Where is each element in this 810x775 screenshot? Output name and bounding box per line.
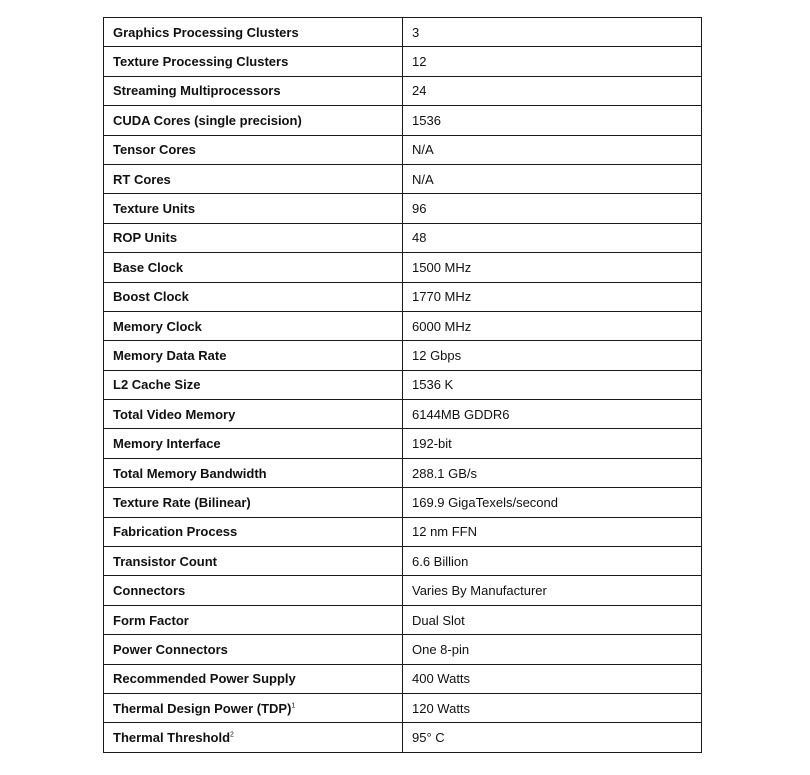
- spec-label: ROP Units: [104, 223, 403, 252]
- table-row: [104, 693, 702, 722]
- spec-value: 120 Watts: [403, 693, 702, 722]
- spec-value: Varies By Manufacturer: [403, 576, 702, 605]
- table-row: [104, 18, 702, 47]
- spec-label: Streaming Multiprocessors: [104, 76, 403, 105]
- spec-label: Memory Interface: [104, 429, 403, 458]
- table-row: [104, 47, 702, 76]
- table-row: [104, 429, 702, 458]
- table-row: [104, 547, 702, 576]
- spec-value: N/A: [403, 135, 702, 164]
- spec-label: Texture Processing Clusters: [104, 47, 403, 76]
- table-row: [104, 311, 702, 340]
- spec-label: Texture Units: [104, 194, 403, 223]
- spec-value: 96: [403, 194, 702, 223]
- table-row: [104, 370, 702, 399]
- spec-value: 12 nm FFN: [403, 517, 702, 546]
- spec-value: 48: [403, 223, 702, 252]
- table-row: [104, 605, 702, 634]
- spec-label: Transistor Count: [104, 547, 403, 576]
- table-row: [104, 223, 702, 252]
- spec-value: 1536: [403, 106, 702, 135]
- spec-label: Boost Clock: [104, 282, 403, 311]
- spec-value: 6.6 Billion: [403, 547, 702, 576]
- spec-label: Connectors: [104, 576, 403, 605]
- table-row: [104, 194, 702, 223]
- spec-value: 400 Watts: [403, 664, 702, 693]
- table-row: [104, 135, 702, 164]
- spec-label: Thermal Threshold$^2$: [104, 723, 403, 752]
- spec-label: Total Memory Bandwidth: [104, 458, 403, 487]
- spec-label: Base Clock: [104, 253, 403, 282]
- table-row: [104, 488, 702, 517]
- spec-label: RT Cores: [104, 164, 403, 193]
- spec-value: N/A: [403, 164, 702, 193]
- spec-value: 24: [403, 76, 702, 105]
- spec-value: 3: [403, 18, 702, 47]
- spec-value: 288.1 GB/s: [403, 458, 702, 487]
- spec-label: Texture Rate (Bilinear): [104, 488, 403, 517]
- spec-label: CUDA Cores (single precision): [104, 106, 403, 135]
- specifications-table-body: [104, 18, 702, 753]
- table-row: [104, 400, 702, 429]
- spec-label: Form Factor: [104, 605, 403, 634]
- spec-label: Memory Clock: [104, 311, 403, 340]
- spec-value: 12: [403, 47, 702, 76]
- table-row: [104, 164, 702, 193]
- spec-label: Total Video Memory: [104, 400, 403, 429]
- table-row: [104, 664, 702, 693]
- table-row: [104, 282, 702, 311]
- table-row: [104, 635, 702, 664]
- spec-label: Thermal Design Power (TDP)$^1$: [104, 693, 403, 722]
- table-row: [104, 517, 702, 546]
- spec-value: 1770 MHz: [403, 282, 702, 311]
- footnote-marker: 1: [291, 702, 296, 710]
- spec-label: Graphics Processing Clusters: [104, 18, 403, 47]
- spec-label: Power Connectors: [104, 635, 403, 664]
- spec-label: Memory Data Rate: [104, 341, 403, 370]
- spec-value: 169.9 GigaTexels/second: [403, 488, 702, 517]
- spec-value: Dual Slot: [403, 605, 702, 634]
- table-row: [104, 106, 702, 135]
- spec-value: 95° C: [403, 723, 702, 752]
- table-row: [104, 253, 702, 282]
- spec-value: One 8-pin: [403, 635, 702, 664]
- spec-value: 1536 K: [403, 370, 702, 399]
- spec-label: Tensor Cores: [104, 135, 403, 164]
- spec-value: 12 Gbps: [403, 341, 702, 370]
- spec-label: L2 Cache Size: [104, 370, 403, 399]
- spec-value: 192-bit: [403, 429, 702, 458]
- table-row: [104, 458, 702, 487]
- table-row: [104, 723, 702, 752]
- spec-value: 6144MB GDDR6: [403, 400, 702, 429]
- table-row: [104, 341, 702, 370]
- spec-value: 6000 MHz: [403, 311, 702, 340]
- spec-label: Recommended Power Supply: [104, 664, 403, 693]
- spec-label: Fabrication Process: [104, 517, 403, 546]
- footnote-marker: 2: [230, 731, 234, 739]
- specifications-table: [103, 17, 702, 753]
- table-row: [104, 576, 702, 605]
- spec-value: 1500 MHz: [403, 253, 702, 282]
- table-row: [104, 76, 702, 105]
